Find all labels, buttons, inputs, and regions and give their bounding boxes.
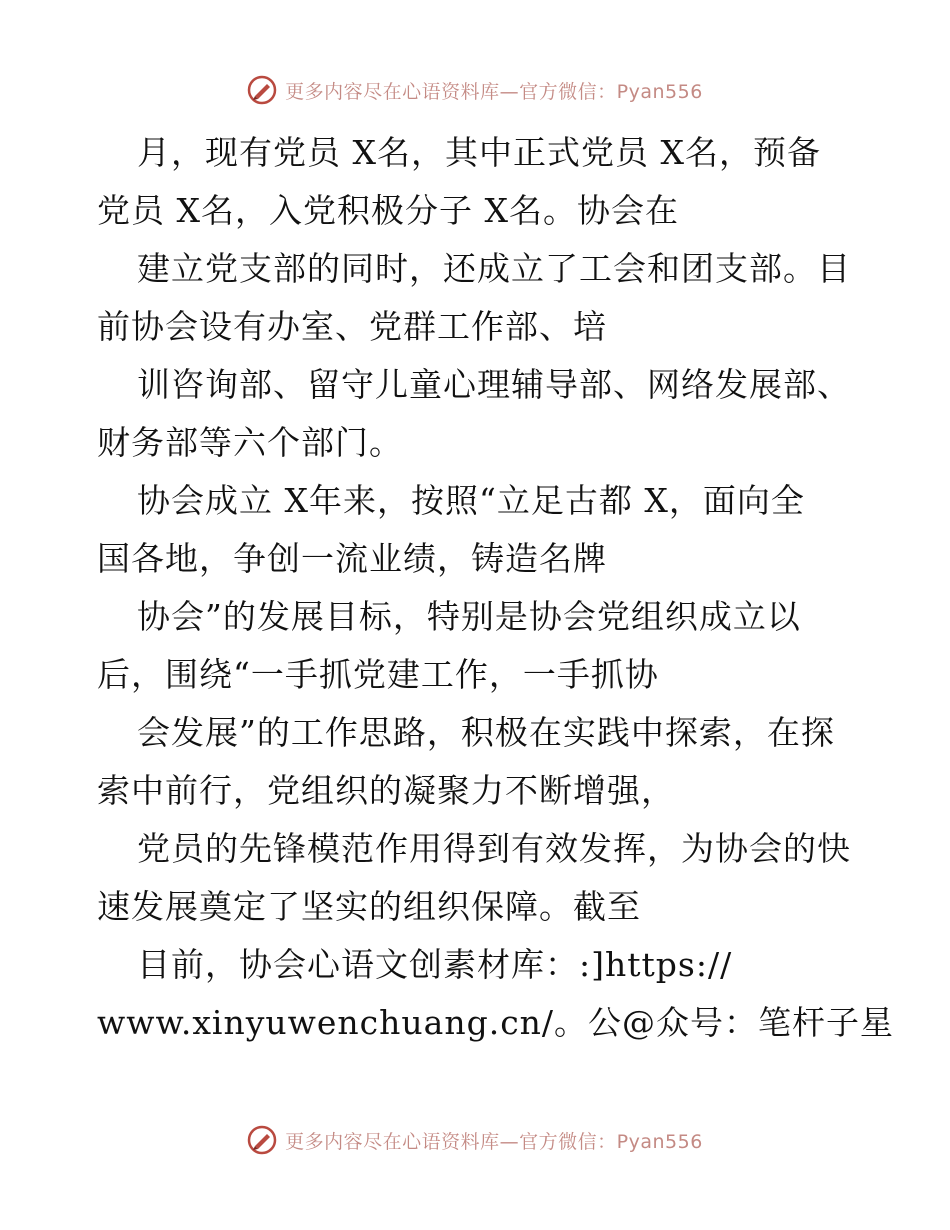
paragraph-line: 目前，协会心语文创素材库：:]https:// [137,945,733,984]
document-body [97,124,895,1052]
paragraph-line: 财务部等六个部门。 [97,423,403,462]
header-watermark [0,70,950,110]
paragraph-line: 速发展奠定了坚实的组织保障。截至 [97,887,641,926]
footer-watermark-text: 更多内容尽在心语资料库—官方微信：Pyan556 [285,1130,703,1153]
paragraph-line: 月，现有党员 X名，其中正式党员 X名，预备 [137,133,821,172]
paragraph-line: 训咨询部、留守儿童心理辅导部、网络发展部、 [137,365,851,404]
paragraph-line: www.xinyuwenchuang.cn/。公@众号：笔杆子星 [97,1003,895,1042]
header-watermark-text: 更多内容尽在心语资料库—官方微信：Pyan556 [285,80,703,103]
paragraph-line: 后，围绕“一手抓党建工作，一手抓协 [97,655,659,694]
paragraph-line: 党员的先锋模范作用得到有效发挥，为协会的快 [137,829,851,868]
paragraph-line: 前协会设有办室、党群工作部、培 [97,307,607,346]
paragraph-line: 建立党支部的同时，还成立了工会和团支部。目 [137,249,851,288]
paragraph-line: 索中前行，党组织的凝聚力不断增强， [97,771,675,810]
paragraph-line: 国各地，争创一流业绩，铸造名牌 [97,539,607,578]
paragraph-line: 协会成立 X年来，按照“立足古都 X，面向全 [137,481,805,520]
pen-logo-icon [247,75,277,105]
paragraph-line: 会发展”的工作思路，积极在实践中探索，在探 [137,713,835,752]
paragraph-line: 党员 X名，入党积极分子 X名。协会在 [97,191,679,230]
footer-watermark [0,1120,950,1160]
paragraph-line: 协会”的发展目标，特别是协会党组织成立以 [137,597,801,636]
pen-logo-icon [247,1125,277,1155]
